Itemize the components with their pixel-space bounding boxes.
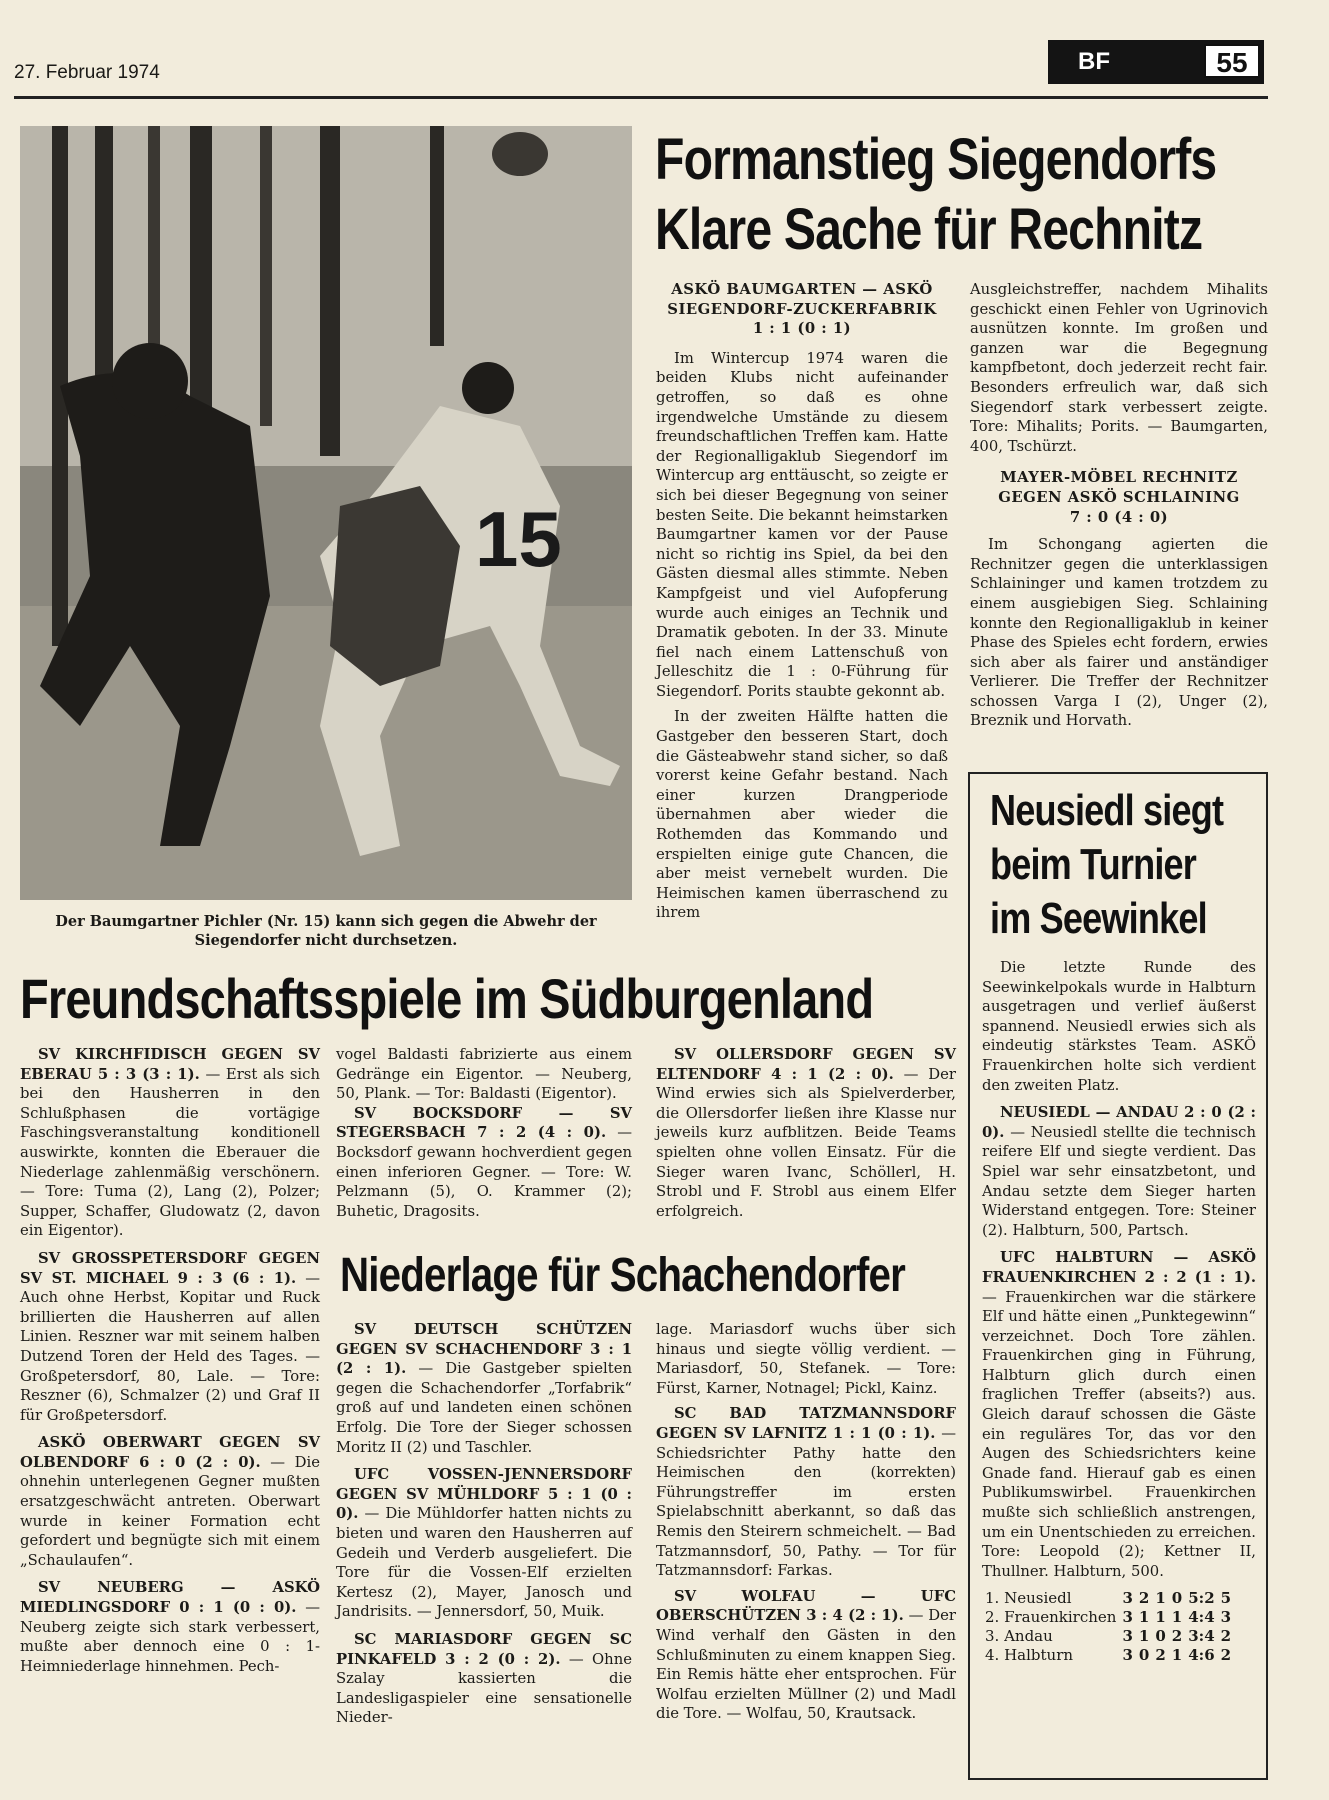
standings-value: 5:2 [1188, 1589, 1215, 1608]
match-report: — Die Gastgeber spielten gegen die Schachendorfer „Torfabrik“ groß auf und landeten einen schönen Erfolg. Die Tore der Sieger schossen Moritz II (2) und Taschler. [336, 1360, 632, 1456]
article2-column-c [656, 1045, 956, 1221]
standings-team: 1. Neusiedl [985, 1589, 1072, 1608]
standings-value: 3:4 [1188, 1627, 1215, 1646]
match-report: — Neusiedl stellte die technisch reifere Elf und siegte verdient. Das Spiel war sehr einsatzbetont, und Andau setzte dem Sieger harten Widerstand entgegen. Tore: Steiner (2). Halbturn, 500, Partsch. [982, 1123, 1256, 1239]
match-score: 7 : 0 (4 : 0) [1069, 508, 1169, 526]
standings-value: 2 [1155, 1646, 1166, 1665]
standings-row [982, 1589, 1234, 1608]
standings-value: 1 [1171, 1608, 1183, 1627]
standings-value: 1 [1171, 1646, 1183, 1665]
standings-row [982, 1646, 1234, 1665]
match-heading: ASKÖ OBERWART GEGEN SV OLBENDORF 6 : 0 (2 : 0). [20, 1434, 320, 1471]
photo-caption: Der Baumgartner Pichler (Nr. 15) kann sich gegen die Abwehr der Siegendorfer nicht durchsetzen. [55, 913, 597, 949]
match-heading: SC MARIASDORF GEGEN SC PINKAFELD 3 : 2 (0 : 2). [336, 1630, 632, 1668]
standings-table [982, 1589, 1234, 1665]
article1-column-left [656, 280, 948, 923]
page-number: 55 [1204, 44, 1260, 78]
match-report: — Frauenkirchen war die stärkere Elf und hätte einen „Punktegewinn“ verzeichnet. Doch Tore zählen. Frauenkirchen ging in Führung, Halbturn glich durch einen fraglichen Treffer (abseits?) aus. Gleich darauf schossen die Gäste ein reguläres Tor, das vor den Augen des Schiedsrichters keine Gnade fand. Hierauf gab es einen Publikumswirbel. Frauenkirchen mußte sich schließlich anstrengen, um ein Unentschieden zu erreichen. Tore: Leopold (2); Kettner II, Thullner. Halbturn, 500. [982, 1288, 1256, 1580]
standings-value: 3 [1220, 1608, 1232, 1627]
headline-schachendorfer: Niederlage für Schachendorfer [340, 1249, 905, 1302]
match-heading: UFC HALBTURN — ASKÖ FRAUENKIRCHEN 2 : 2 (1 : 1). [982, 1249, 1256, 1286]
standings-value: 2 [1220, 1627, 1232, 1646]
match-report: — Der Wind verhalf den Gästen in den Schlußminuten zu einem knappen Sieg. Ein Remis hätte eher entsprochen. Für Wolfau erzielten Müllner (2) und Madl die Tore. — Wolfau, 50, Krautsack. [656, 1607, 956, 1723]
standings-value: 1 [1138, 1608, 1150, 1627]
article-paragraph: In der zweiten Hälfte hatten die Gastgeber den besseren Start, doch die Gästeabwehr stand sicher, so daß vorerst keine Gefahr bestand. Nach einer kurzen Drangperiode übernahmen aber wieder die Rothemden das Kommando und erspielten einige gute Chancen, die aber meist vernebelt wurden. Die Heimischen kamen überraschend zu ihrem [656, 708, 948, 922]
match-heading: SV KIRCHFIDISCH GEGEN SV EBERAU 5 : 3 (3 : 1). [20, 1046, 320, 1083]
article-paragraph: Ausgleichstreffer, nachdem Mihalits geschickt einen Fehler von Ugrinovich ausnützen konnte. Im großen und ganzen war die Begegnung kampfbetont, doch jederzeit recht fair. Besonders erfreulich war, daß sich Siegendorf stark verbessert zeigte. Tore: Mihalits; Porits. — Baumgarten, 400, Tschürzt. [970, 281, 1268, 455]
article2-column-b [336, 1045, 632, 1221]
standings-value: 4:4 [1188, 1608, 1215, 1627]
headline-rechnitz: Klare Sache für Rechnitz [655, 197, 1203, 262]
header-rule [14, 96, 1268, 99]
match-report: — Ohne Szalay kassierten die Landesligaspieler eine sensationelle Nieder- [336, 1650, 632, 1727]
standings-value: 2 [1138, 1589, 1150, 1608]
standings-row [982, 1627, 1234, 1646]
headline-formanstieg: Formanstieg Siegendorfs [655, 127, 1217, 192]
headline-neusiedl-2: beim Turnier [990, 840, 1197, 889]
article-paragraph: Im Wintercup 1974 waren die beiden Klubs nicht aufeinander getroffen, so daß es ohne irgendwelche Umstände zu diesem freundschaftlichen Treffen kam. Hatte der Regionalligaklub Siegendorf im Wintercup arg enttäuscht, so zeigte er sich bei dieser Begegnung von seiner besten Seite. Die bekannt heimstarken Baumgartner kamen vor der Pause nicht so richtig ins Spiel, da bei den Gästen diesmal alles stimmte. Neben Kampfgeist und viel Aufopferung wurde auch einiges an Technik und Dramatik geboten. In der 33. Minute fiel nach einem Lattenschuß von Jelleschitz die 1 : 0-Führung für Siegendorf. Porits staubte gekonnt ab. [656, 349, 949, 700]
standings-value: 5 [1220, 1589, 1232, 1608]
standings-value: 0 [1171, 1589, 1183, 1608]
match-heading: UFC VOSSEN-JENNERSDORF GEGEN SV MÜHLDORF 5 : 1 (0 : 0). [336, 1466, 632, 1523]
standings-value: 2 [1171, 1627, 1183, 1646]
article3-column-b [336, 1320, 632, 1728]
standings-value: 1 [1155, 1608, 1166, 1627]
article-paragraph: Im Schongang agierten die Rechnitzer gegen die unterklassigen Schlaininger und kamen trotzdem zu einem ausgiebigen Sieg. Schlaining konnte den Regionalligaklub in keiner Phase des Spieles echt fordern, erwies sich aber als fairer und anständiger Verlierer. Die Treffer der Rechnitzer schossen Varga I (2), Unger (2), Breznik und Horvath. [970, 536, 1268, 730]
match-report: — Schiedsrichter Pathy hatte den Heimischen den (korrekten) Führungstreffer im ersten Spielabschnitt aberkannt, so daß das Remis den Steirern schmeichelt. — Bad Tatzmannsdorf, 50, Pathy. — Tor für Tatzmannsdorf: Farkas. [656, 1424, 956, 1580]
match-report: lage. Mariasdorf wuchs über sich hinaus und siegte völlig verdient. — Mariasdorf, 50, Stefanek. — Tore: Fürst, Karner, Notnagel; Pickl, Kainz. [656, 1321, 956, 1397]
match-report: — Neuberg zeigte sich stark verbessert, mußte aber dennoch eine 0 : 1-Heimniederlage hinnehmen. Pech- [20, 1599, 320, 1675]
standings-value: 1 [1155, 1589, 1166, 1608]
match-report: — Die Mühldorfer hatten nichts zu bieten und waren den Hausherren auf Gedeih und Verderb ausgeliefert. Die Tore für die Vossen-Elf erzielten Kertesz (2), Mayer, Janosch und Jandrisits. — Jennersdorf, 50, Muik. [336, 1505, 632, 1621]
match-heading: SV NEUBERG — ASKÖ MIEDLINGSDORF 0 : 1 (0 : 0). [20, 1579, 320, 1617]
article2-column-a [20, 1045, 320, 1676]
standings-value: 0 [1155, 1627, 1166, 1646]
match-report: — Bocksdorf gewann hochverdient gegen einen inferioren Gegner. — Tore: W. Pelzmann (5), O. Krammer (2); Buhetic, Dragosits. [336, 1124, 632, 1220]
headline-freundschaftsspiele: Freundschaftsspiele im Südburgenland [20, 967, 874, 1030]
standings-team: 2. Frauenkirchen [985, 1608, 1117, 1627]
match-score: 1 : 1 (0 : 1) [752, 320, 852, 338]
match-heading: SV WOLFAU — UFC OBERSCHÜTZEN 3 : 4 (2 : 1). [656, 1587, 956, 1625]
match-report: — Erst als sich bei den Hausherren in den Schlußphasen die vortägige Faschingsveranstaltung konditionell auswirkte, konnten die Eberauer die Niederlage zahlenmäßig verschönern. — Tore: Tuma (2), Lang (2), Polzer; Supper, Schaffer, Gludowatz (2, davon ein Eigentor). [20, 1065, 320, 1240]
jersey-number: 15 [475, 495, 562, 583]
match-heading: SV GROSSPETERSDORF GEGEN SV ST. MICHAEL 9 : 3 (6 : 1). [20, 1249, 320, 1287]
standings-value: 0 [1138, 1646, 1150, 1665]
standings-team: 4. Halbturn [985, 1646, 1074, 1665]
standings-value: 2 [1220, 1646, 1232, 1665]
match-heading: ASKÖ BAUMGARTEN — ASKÖ SIEGENDORF-ZUCKERFABRIK [667, 281, 937, 318]
match-heading: SV BOCKSDORF — SV STEGERSBACH 7 : 2 (4 : 0). [336, 1104, 632, 1142]
article1-column-right [970, 280, 1268, 731]
standings-row [982, 1608, 1234, 1627]
standings-value: 1 [1138, 1627, 1150, 1646]
match-heading: SV OLLERSDORF GEGEN SV ELTENDORF 4 : 1 (2 : 0). [656, 1046, 956, 1083]
standings-value: 3 [1122, 1589, 1133, 1608]
neusiedl-body [982, 958, 1256, 1665]
match-report: — Die ohnehin unterlegenen Gegner mußten ersatzgeschwächt antreten. Oberwart wurde in keiner Formation echt gefordert und begnügte sich mit einem „Schaulaufen“. [20, 1453, 320, 1569]
issue-date: 27. Februar 1974 [14, 62, 160, 83]
standings-value: 3 [1122, 1627, 1133, 1646]
headline-neusiedl-3: im Seewinkel [990, 894, 1207, 943]
headline-neusiedl-1: Neusiedl siegt [990, 786, 1224, 835]
standings-team: 3. Andau [985, 1627, 1053, 1646]
article-paragraph: Die letzte Runde des Seewinkelpokals wurde in Halbturn ausgetragen und verlief äußerst spannend. Neusiedl erwies sich als eindeutig stärkstes Team. ASKÖ Frauenkirchen holte sich verdient den zweiten Platz. [982, 959, 1256, 1094]
match-photo [20, 126, 632, 900]
section-label: BF [1078, 48, 1110, 75]
standings-value: 3 [1122, 1608, 1133, 1627]
article3-column-c [656, 1320, 956, 1724]
match-heading: SV DEUTSCH SCHÜTZEN GEGEN SV SCHACHENDORF 3 : 1 (2 : 1). [336, 1321, 632, 1378]
match-report: — Der Wind erwies sich als Spielverderber, die Ollersdorfer ließen ihre Klasse nur jeweils kurz aufblitzen. Beide Teams spielten ohne vollen Einsatz. Für die Sieger waren Ivanc, Schöllerl, H. Strobl und F. Strobl aus einem Elfer erfolgreich. [656, 1065, 956, 1220]
section-badge [1048, 40, 1264, 84]
standings-value: 3 [1122, 1646, 1133, 1665]
standings-value: 4:6 [1188, 1646, 1215, 1665]
match-heading: NEUSIEDL — ANDAU 2 : 0 (2 : 0). [982, 1104, 1256, 1141]
match-report: vogel Baldasti fabrizierte aus einem Gedränge ein Eigentor. — Neuberg, 50, Plank. — Tor: Baldasti (Eigentor). [336, 1046, 632, 1103]
match-report: — Auch ohne Herbst, Kopitar und Ruck brillierten die Hausherren auf allen Linien. Reszner war mit seinem halben Dutzend Toren der Held des Tages. — Großpetersdorf, 80, Lale. — Tore: Reszner (6), Schmalzer (2) und Graf II für Großpetersdorf. [20, 1269, 320, 1424]
match-heading: SC BAD TATZMANNSDORF GEGEN SV LAFNITZ 1 : 1 (0 : 1). [656, 1405, 956, 1442]
match-heading: MAYER-MÖBEL RECHNITZ GEGEN ASKÖ SCHLAINING [998, 469, 1240, 506]
